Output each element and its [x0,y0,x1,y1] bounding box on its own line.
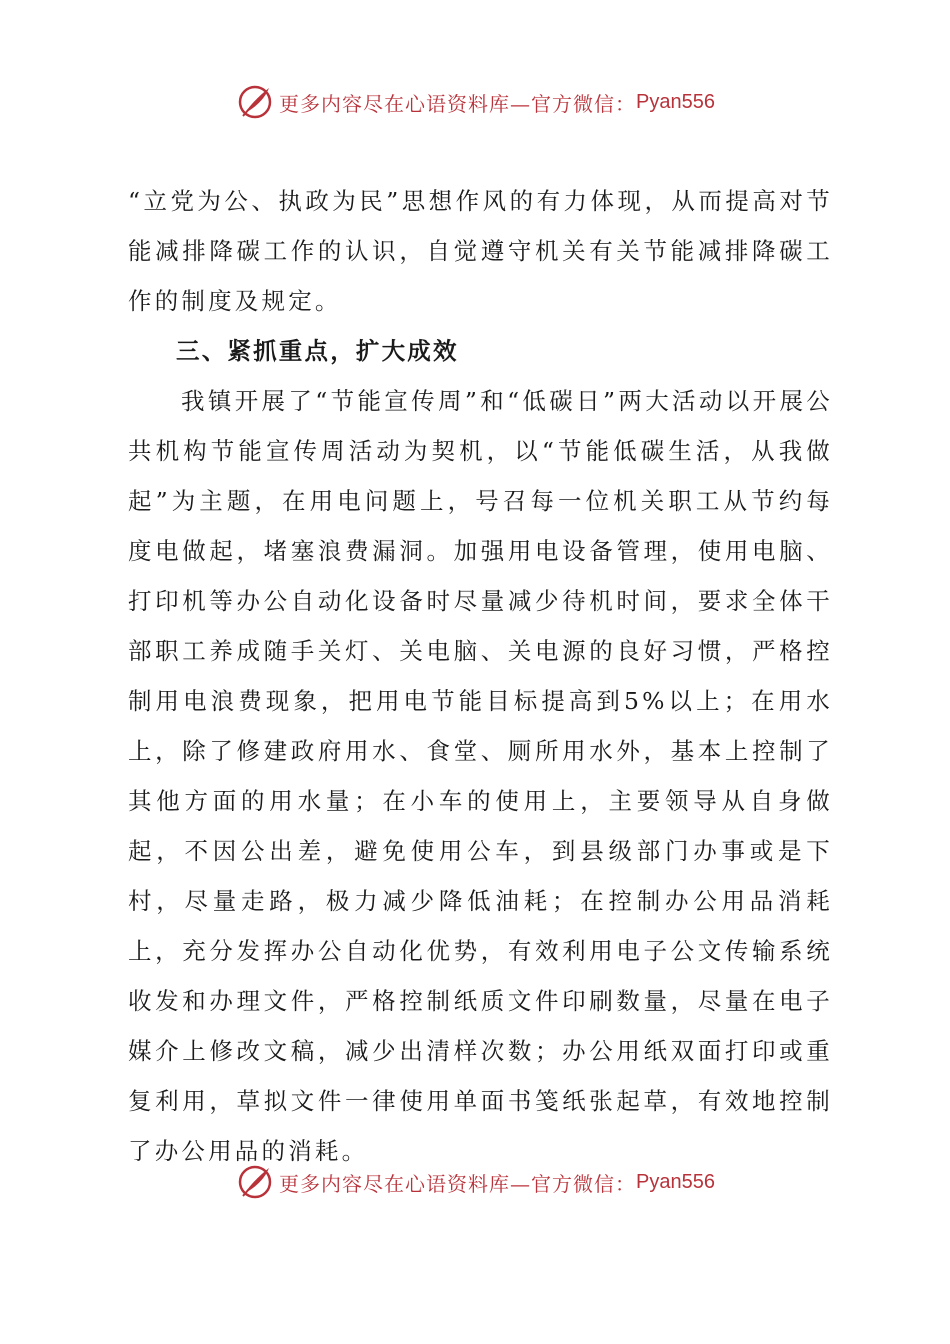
quill-pen-icon [235,1162,275,1202]
footer-watermark [0,1160,950,1204]
section-heading: 三、紧抓重点，扩大成效 [176,337,459,365]
watermark-text: 更多内容尽在心语资料库—官方微信： [279,91,637,116]
body-paragraph: 我镇开展了“节能宣传周”和“低碳日”两大活动以开展公共机构节能宣传周活动为契机，以“节能低碳生活，从我做起”为主题，在用电问题上，号召每一位机关职工从节约每度电做起，堵塞浪费漏洞。加强用电设备管理，使用电脑、打印机等办公自动化设备时尽量减少待机时间，要求全体干部职工养成随手关灯、关电脑、关电源的良好习惯，严格控制用电浪费现象，把用电节能目标提高到5%以上；在用水上，除了修建政府用水、食堂、厕所用水外，基本上控制了其他方面的用水量；在小车的使用上，主要领导从自身做起，不因公出差，避免使用公车，到县级部门办事或是下村，尽量走路，极力减少降低油耗；在控制办公用品消耗上，充分发挥办公自动化优势，有效利用电子公文传输系统收发和办理文件，严格控制纸质文件印刷数量，尽量在电子媒介上修改文稿，减少出清样次数；办公用纸双面打印或重复利用，草拟文件一律使用单面书笺纸张起草，有效地控制了办公用品的消耗。 [128,387,833,1165]
header-watermark [0,80,950,124]
watermark-wechat-id: Pyan556 [636,90,715,113]
watermark-text: 更多内容尽在心语资料库—官方微信： [279,1171,637,1196]
quill-pen-icon [235,82,275,122]
watermark-wechat-id: Pyan556 [636,1170,715,1193]
document-body [128,176,833,1176]
continuation-paragraph: “立党为公、执政为民”思想作风的有力体现，从而提高对节能减排降碳工作的认识，自觉遵守机关有关节能减排降碳工作的制度及规定。 [128,187,833,315]
